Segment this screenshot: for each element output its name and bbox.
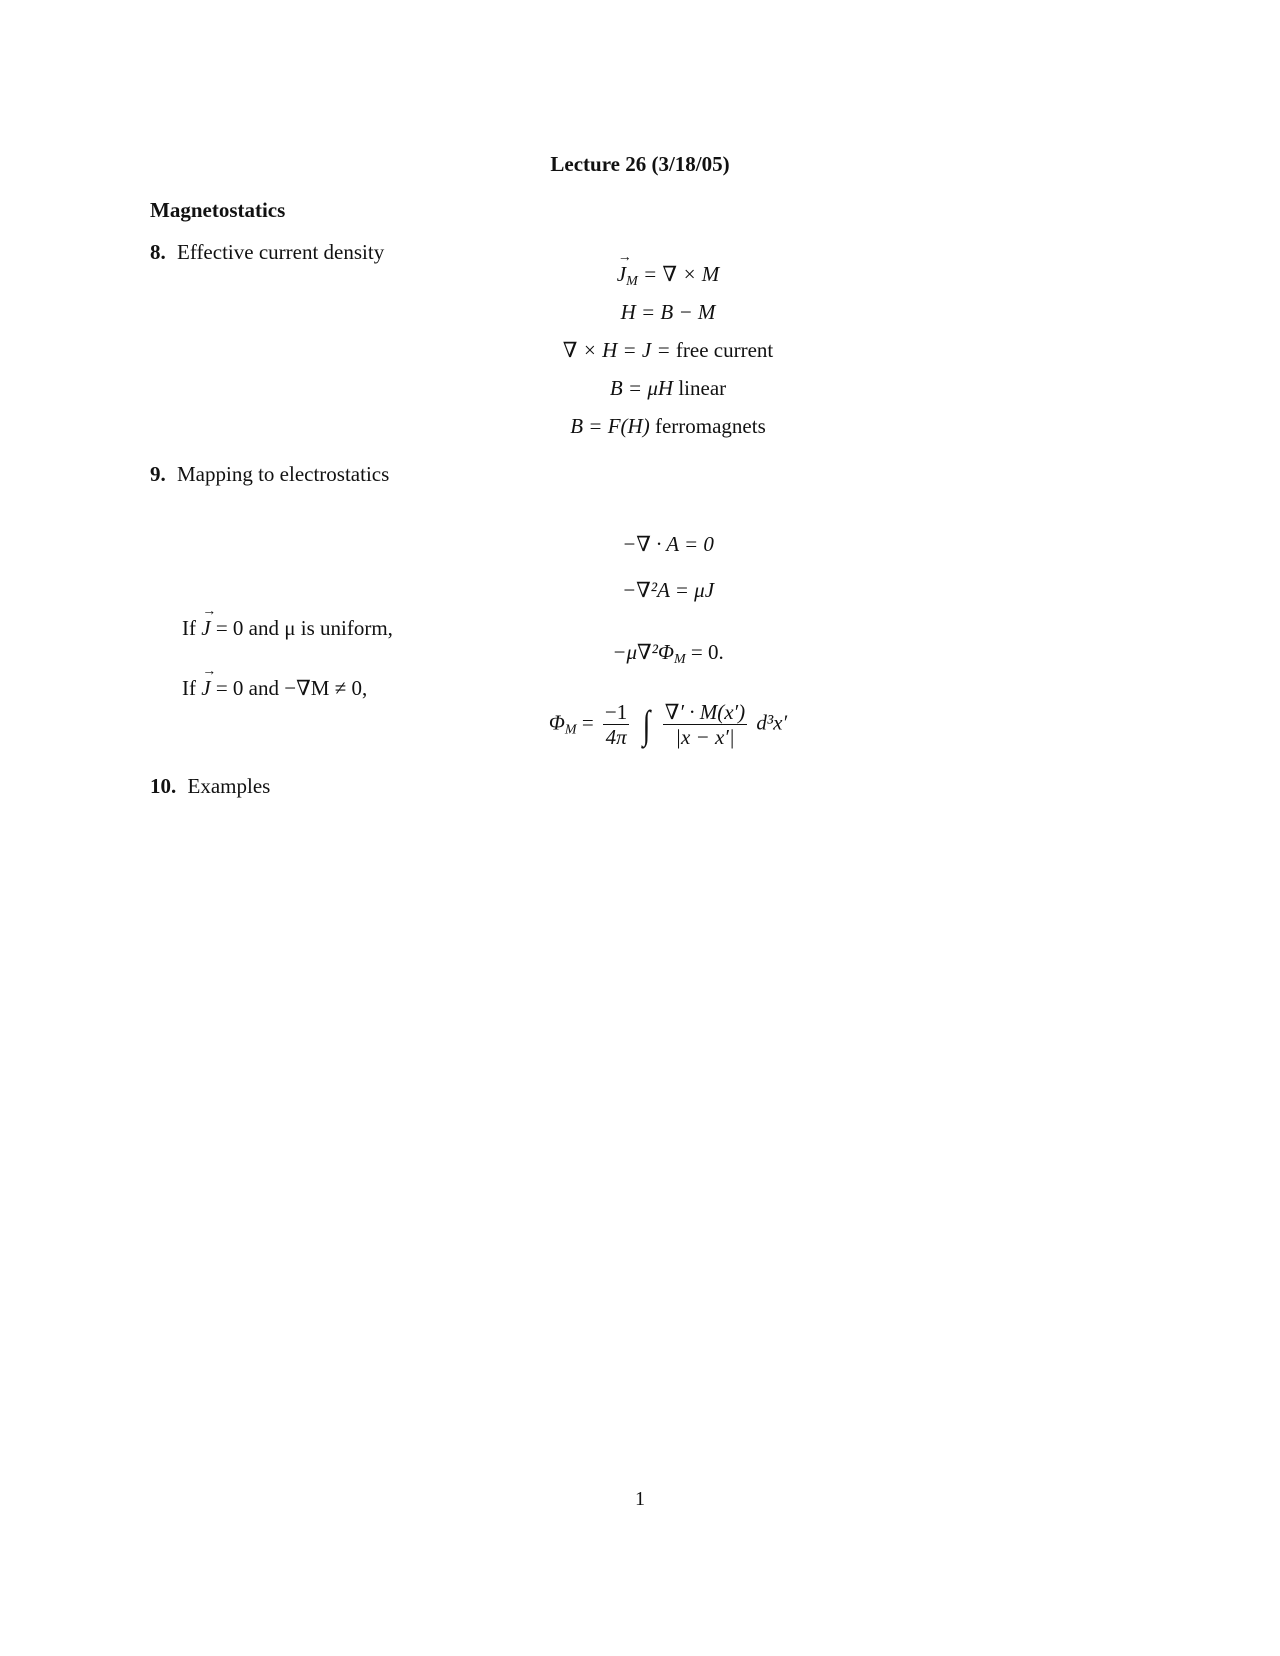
equation-laplacian-a <box>28 578 1280 603</box>
equation-linear <box>28 376 1280 401</box>
cond1-j-symbol: → J <box>201 616 210 641</box>
item-9-label: Mapping to electrostatics <box>177 462 390 486</box>
equation-div-a <box>28 532 1280 557</box>
eq9-fraction-coefficient <box>603 700 629 749</box>
equation-h-field <box>28 300 1280 325</box>
item-9-number: 9. <box>150 462 166 486</box>
eq8-text: −μ∇²Φ <box>612 640 674 664</box>
eq3-text: ∇ × H = J = <box>562 338 671 362</box>
condition-nonzero <box>182 676 367 701</box>
eq3-suffix: free current <box>675 338 774 362</box>
eq9-lhs-sub: M <box>564 722 577 738</box>
equation-curl-h <box>28 338 1280 363</box>
section-heading: Magnetostatics <box>150 198 286 222</box>
eq4-suffix: linear <box>678 376 727 400</box>
eq1-lhs: → J <box>617 262 626 287</box>
eq9-frac2-den: |x − x′| <box>675 725 735 749</box>
eq9-frac1-num: −1 <box>604 700 628 724</box>
eq9-fraction-integrand <box>663 700 747 749</box>
equation-magnetic-potential: $\Phi_M$ = $\frac{-1}{4\pi}$ ∫ $\frac{\nabla' \cdot M(x')}{|x - x'|}$ d³x′ <box>548 700 788 749</box>
item-8-label: Effective current density <box>177 240 385 264</box>
eq5-suffix: ferromagnets <box>654 414 766 438</box>
item-10-number: 10. <box>150 774 177 798</box>
eq1-rhs: = ∇ × M <box>643 262 720 286</box>
item-8-number: 8. <box>150 240 166 264</box>
eq5-text: B = F(H) <box>570 414 650 438</box>
equation-effective-current <box>28 262 1280 290</box>
eq9-lhs: Φ <box>548 710 565 735</box>
lecture-title: Lecture 26 (3/18/05) <box>550 152 730 176</box>
cond2-j-symbol: → J <box>201 676 210 701</box>
item-9 <box>150 462 389 487</box>
item-10 <box>150 774 270 799</box>
integral-sign: ∫ <box>642 702 650 747</box>
eq8-sub: M <box>673 652 686 667</box>
eq9-tail: d³x′ <box>756 710 788 735</box>
cond2-rest: = 0 and −∇M ≠ 0, <box>215 676 368 700</box>
eq9-frac2-num: ∇′ · M(x′) <box>664 700 746 724</box>
eq4-text: B = μH <box>609 376 674 400</box>
cond1-prefix: If <box>182 616 196 640</box>
equation-ferromagnets <box>28 414 1280 439</box>
eq9-frac1-den: 4π <box>605 725 627 749</box>
page-number: 1 <box>635 1488 645 1510</box>
eq8-suffix: = 0. <box>690 640 724 664</box>
cond1-rest: = 0 and μ is uniform, <box>215 616 393 640</box>
condition-uniform <box>182 616 393 641</box>
eq6-text: −∇ · A = 0 <box>622 532 714 556</box>
eq1-sub: M <box>626 274 638 289</box>
eq2-text: H = B − M <box>620 300 716 324</box>
eq7-text: −∇²A = μJ <box>621 578 715 602</box>
cond2-prefix: If <box>182 676 196 700</box>
item-10-label: Examples <box>187 774 271 798</box>
